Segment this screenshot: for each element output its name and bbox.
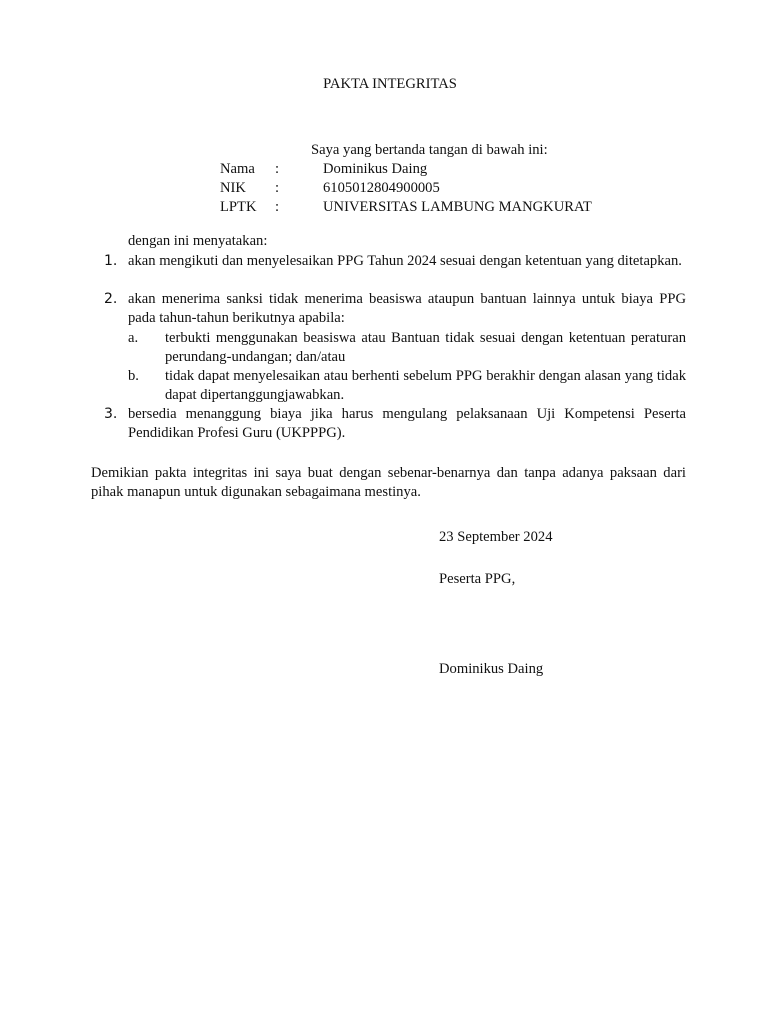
item-1-number: 1. (104, 253, 118, 269)
nik-label: NIK (220, 180, 246, 196)
name-colon: : (275, 161, 280, 177)
document-title: PAKTA INTEGRITAS (323, 76, 457, 92)
lptk-value: UNIVERSITAS LAMBUNG MANGKURAT (323, 199, 592, 215)
name-label: Nama (220, 161, 255, 177)
lptk-colon: : (275, 199, 280, 215)
lptk-label: LPTK (220, 199, 257, 215)
closing-paragraph: Demikian pakta integritas ini saya buat dengan sebenar-benarnya dan tanpa adanya paksaan dari pihak manapun untuk digunakan sebagaimana mestinya. (91, 465, 686, 500)
subitem-a-text: terbukti menggunakan beasiswa atau Bantuan tidak sesuai dengan ketentuan peraturan perundang-undangan; dan/atau (165, 330, 686, 365)
signature-date: 23 September 2024 (439, 529, 553, 545)
item-2-number: 2. (104, 291, 118, 307)
item-2-text: akan menerima sanksi tidak menerima beasiswa ataupun bantuan lainnya untuk biaya PPG pada tahun-tahun berikutnya apabila: (128, 291, 686, 326)
subitem-a-letter: a. (128, 330, 139, 346)
intro-statement: Saya yang bertanda tangan di bawah ini: (311, 142, 548, 158)
subitem-b-letter: b. (128, 368, 139, 384)
name-value: Dominikus Daing (323, 161, 428, 177)
signature-role: Peserta PPG, (439, 571, 516, 587)
signature-name: Dominikus Daing (439, 661, 544, 677)
item-3-number: 3. (104, 406, 118, 422)
nik-colon: : (275, 180, 280, 196)
item-1-text: akan mengikuti dan menyelesaikan PPG Tahun 2024 sesuai dengan ketentuan yang ditetapkan. (128, 253, 682, 269)
subitem-b-text: tidak dapat menyelesaikan atau berhenti sebelum PPG berakhir dengan alasan yang tidak dapat dipertanggungjawabkan. (165, 368, 686, 403)
declaration-intro: dengan ini menyatakan: (128, 233, 268, 249)
nik-value: 6105012804900005 (323, 180, 440, 196)
item-3-text: bersedia menanggung biaya jika harus mengulang pelaksanaan Uji Kompetensi Peserta Pendidikan Profesi Guru (UKPPPG). (128, 406, 686, 441)
